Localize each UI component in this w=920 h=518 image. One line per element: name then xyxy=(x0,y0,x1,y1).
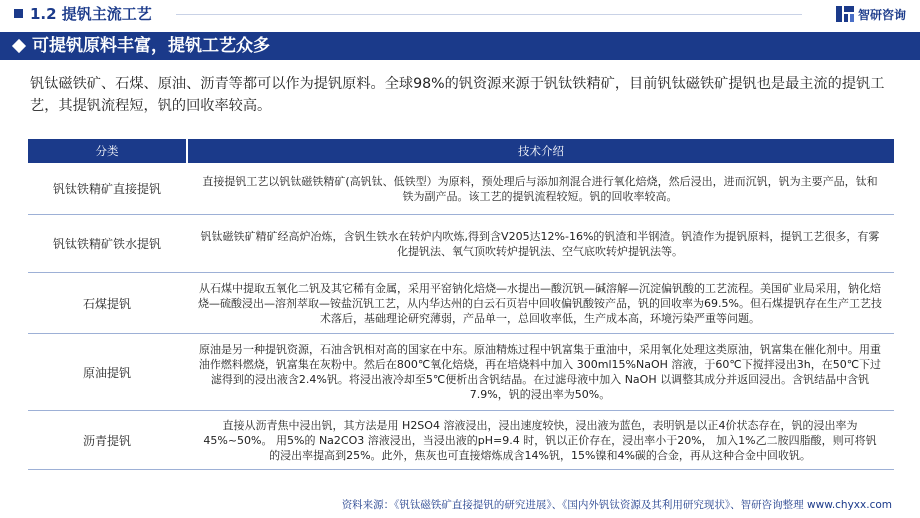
table-header xyxy=(28,139,894,163)
table-row xyxy=(28,163,894,215)
brand-logo-icon xyxy=(836,6,854,22)
banner-title: 可提钒原料丰富，提钒工艺众多 xyxy=(32,36,270,56)
table-row xyxy=(28,411,894,470)
intro-paragraph: 钒钛磁铁矿、石煤、原油、沥青等都可以作为提钒原料。全球98%的钒资源来源于钒钛铁精矿，目前钒钛磁铁矿提钒也是最主流的提钒工艺，其提钒流程短，钒的回收率较高。 xyxy=(30,76,885,114)
diamond-icon xyxy=(12,39,26,53)
table-row xyxy=(28,273,894,334)
header-description: 技术介绍 xyxy=(186,139,894,163)
header-category: 分类 xyxy=(95,144,119,158)
row-description: 从石煤中提取五氧化二钒及其它稀有金属，采用平窑钠化焙烧—水提出—酸沉钒—碱溶解—沉淀偏钒酸的工艺流程。美国矿业局采用，钠化焙烧—硫酸浸出—溶剂萃取—铵盐沉钒工艺，从内华达州的白云石页岩中回收偏钒酸铵产品，钒的回收率为69.5%。但石煤提钒存在生产工艺技术落后，基础理论研究薄弱，产品单一，总回收率低，生产成本高，环境污染严重等问题。 xyxy=(198,281,882,325)
source-note: 资料来源：《钒钛磁铁矿直接提钒的研究进展》、《国内外钒钛资源及其利用研究现状》、智研咨询整理 www.chyxx.com xyxy=(341,499,892,511)
table-row xyxy=(28,215,894,273)
section-title: 1.2 提钒主流工艺 xyxy=(30,5,152,23)
row-description: 直接从沥青焦中浸出钒，其方法是用 H2SO4 溶液浸出，浸出速度较快，浸出液为蓝色，表明钒是以正4价状态存在，钒的浸出率为45%~50%。 用5%的 Na2CO3 溶液浸出，当浸出液的pH=9.4 时，钒以正价存在，浸出率小于20%， 加入1%乙二胺四脂酸，则可将钒的浸出率提高到25%。此外，焦灰也可直接熔炼成含14%钒，15%镍和4%碳的合金，再从这种合金中回收钒。 xyxy=(203,418,877,462)
row-description: 原油是另一种提钒资源，石油含钒相对高的国家在中东。原油精炼过程中钒富集于重油中，采用氧化处理这类原油，钒富集在催化剂中。用重油作燃料燃烧，钒富集在灰粉中。然后在800℃氧化焙烧，再在培烧料中加入 300ml15%NaOH 溶液，于60℃下搅拌浸出3h，在50℃下过滤得到的浸出液含2.4%钒。将浸出液冷却至5℃便析出含钒结晶。在过滤母液中加入 NaOH 以调整其成分并返回浸出。含钒结晶中含钒7.9%，钒的浸出率为50%。 xyxy=(198,343,882,401)
row-category: 沥青提钒 xyxy=(82,433,131,448)
process-table xyxy=(28,139,894,470)
row-category: 石煤提钒 xyxy=(82,296,131,311)
brand-name: 智研咨询 xyxy=(857,7,906,22)
header-divider xyxy=(176,14,802,15)
row-description: 钒钛磁铁矿精矿经高炉冶炼，含钒生铁水在转炉内吹炼,得到含V205达12%-16%的钒渣和半钢渣。钒渣作为提钒原料，提钒工艺很多，有雾化提钒法、氧气顶吹转炉提钒法、空气底吹转炉提钒法等。 xyxy=(200,229,880,258)
title-banner xyxy=(0,32,920,60)
table-row xyxy=(28,334,894,411)
top-header xyxy=(0,0,920,28)
brand xyxy=(836,5,906,23)
row-category: 钒钛铁精矿铁水提钒 xyxy=(52,237,161,251)
row-category: 钒钛铁精矿直接提钒 xyxy=(52,182,161,196)
row-category: 原油提钒 xyxy=(82,365,131,380)
row-description: 直接提钒工艺以钒钛磁铁精矿(高钒钛、低铁型）为原料，预处理后与添加剂混合进行氧化焙烧，然后浸出，进而沉钒，钒为主要产品，钛和铁为副产品。该工艺的提钒流程较短。钒的回收率较高。 xyxy=(202,174,878,203)
section-marker-square xyxy=(14,9,23,18)
